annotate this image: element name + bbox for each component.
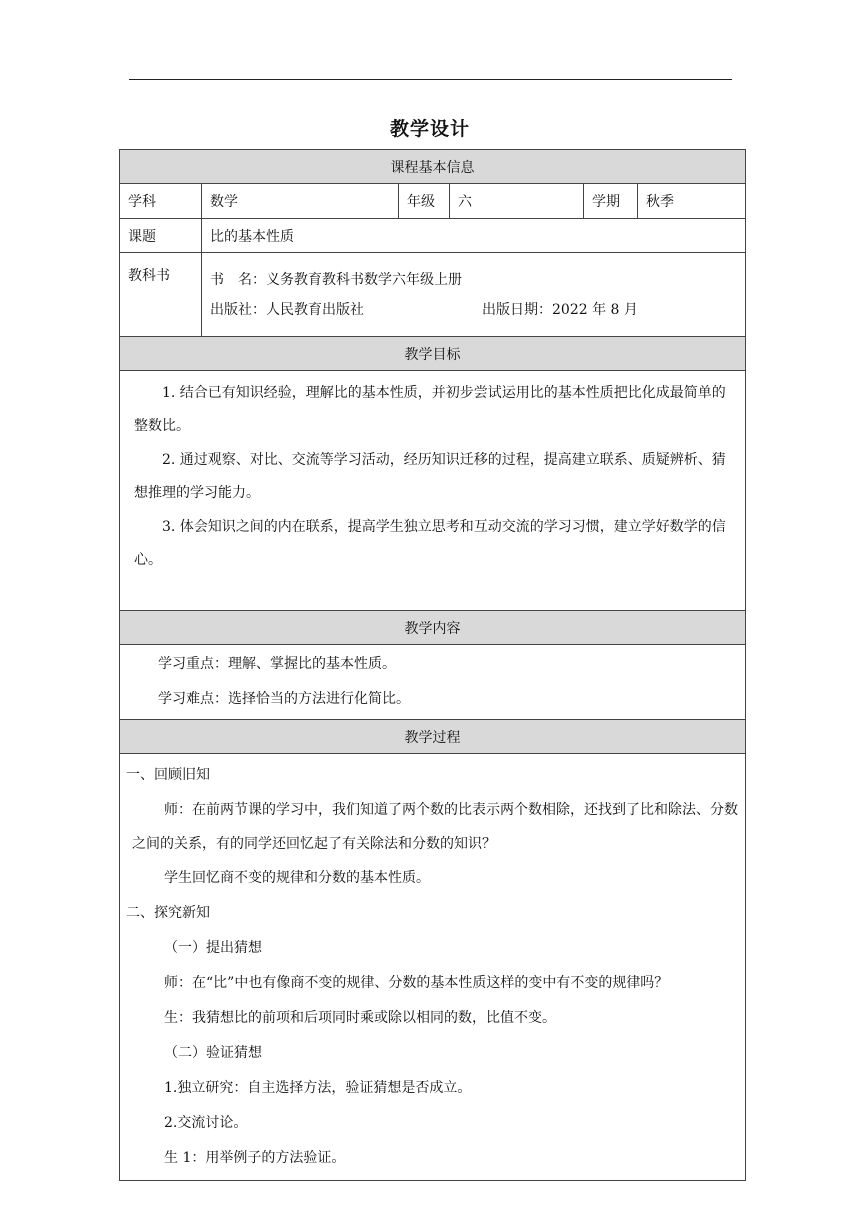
section-review: 一、回顾旧知 — [126, 767, 210, 783]
step-line: 2.交流讨论。 — [164, 1115, 248, 1131]
key-point: 学习重点：理解、掌握比的基本性质。 — [158, 656, 396, 672]
step-line: 1.独立研究：自主选择方法，验证猜想是否成立。 — [164, 1080, 472, 1096]
basic-info-header: 课程基本信息 — [120, 150, 746, 184]
process-header: 教学过程 — [120, 720, 746, 754]
section-explore: 二、探究新知 — [126, 905, 210, 921]
teacher-line: 师：在前两节课的学习中，我们知道了两个数的比表示两个数相除，还找到了比和除法、分数之间的关系，有的同学还回忆起了有关除法和分数的知识？ — [132, 802, 738, 852]
student-line: 生 1：用举例子的方法验证。 — [164, 1150, 346, 1166]
content-body — [120, 645, 746, 720]
subsection-verify: （二）验证猜想 — [164, 1045, 262, 1061]
objectives-header: 教学目标 — [120, 337, 746, 371]
grade-value: 六 — [450, 184, 584, 219]
objective-item: 3. 体会知识之间的内在联系，提高学生独立思考和互动交流的学习习惯，建立学好数学的信心。 — [134, 519, 726, 568]
process-body — [120, 754, 746, 1181]
content-header: 教学内容 — [120, 611, 746, 645]
header-rule — [129, 79, 732, 80]
topic-label: 课题 — [120, 219, 202, 253]
student-line: 学生回忆商不变的规律和分数的基本性质。 — [164, 870, 430, 886]
textbook-label: 教科书 — [120, 253, 202, 337]
objective-item: 1. 结合已有知识经验，理解比的基本性质，并初步尝试运用比的基本性质把比化成最简单的整数比。 — [134, 385, 726, 434]
difficulty-point: 学习难点：选择恰当的方法进行化简比。 — [158, 691, 410, 707]
objectives-body — [120, 371, 746, 611]
subsection-hypothesis: （一）提出猜想 — [164, 940, 262, 956]
objective-item: 2. 通过观察、对比、交流等学习活动，经历知识迁移的过程，提高建立联系、质疑辨析、猜想推理的学习能力。 — [134, 452, 726, 501]
textbook-info — [202, 253, 746, 337]
term-value: 秋季 — [638, 184, 746, 219]
student-line: 生：我猜想比的前项和后项同时乘或除以相同的数，比值不变。 — [164, 1010, 556, 1026]
document-title: 教学设计 — [389, 118, 470, 140]
book-name: 书 名：义务教育教科书数学六年级上册 — [210, 271, 462, 288]
topic-value: 比的基本性质 — [202, 219, 746, 253]
publisher: 出版社：人民教育出版社 — [210, 301, 364, 318]
lesson-plan-table — [119, 149, 746, 1181]
term-label: 学期 — [584, 184, 638, 219]
publisher-row — [210, 295, 737, 325]
grade-label: 年级 — [399, 184, 450, 219]
teacher-line: 师：在“比”中也有像商不变的规律、分数的基本性质这样的变中有不变的规律吗？ — [164, 975, 669, 991]
publish-date: 出版日期：2022 年 8 月 — [482, 301, 638, 318]
subject-value: 数学 — [202, 184, 399, 219]
subject-label: 学科 — [120, 184, 202, 219]
